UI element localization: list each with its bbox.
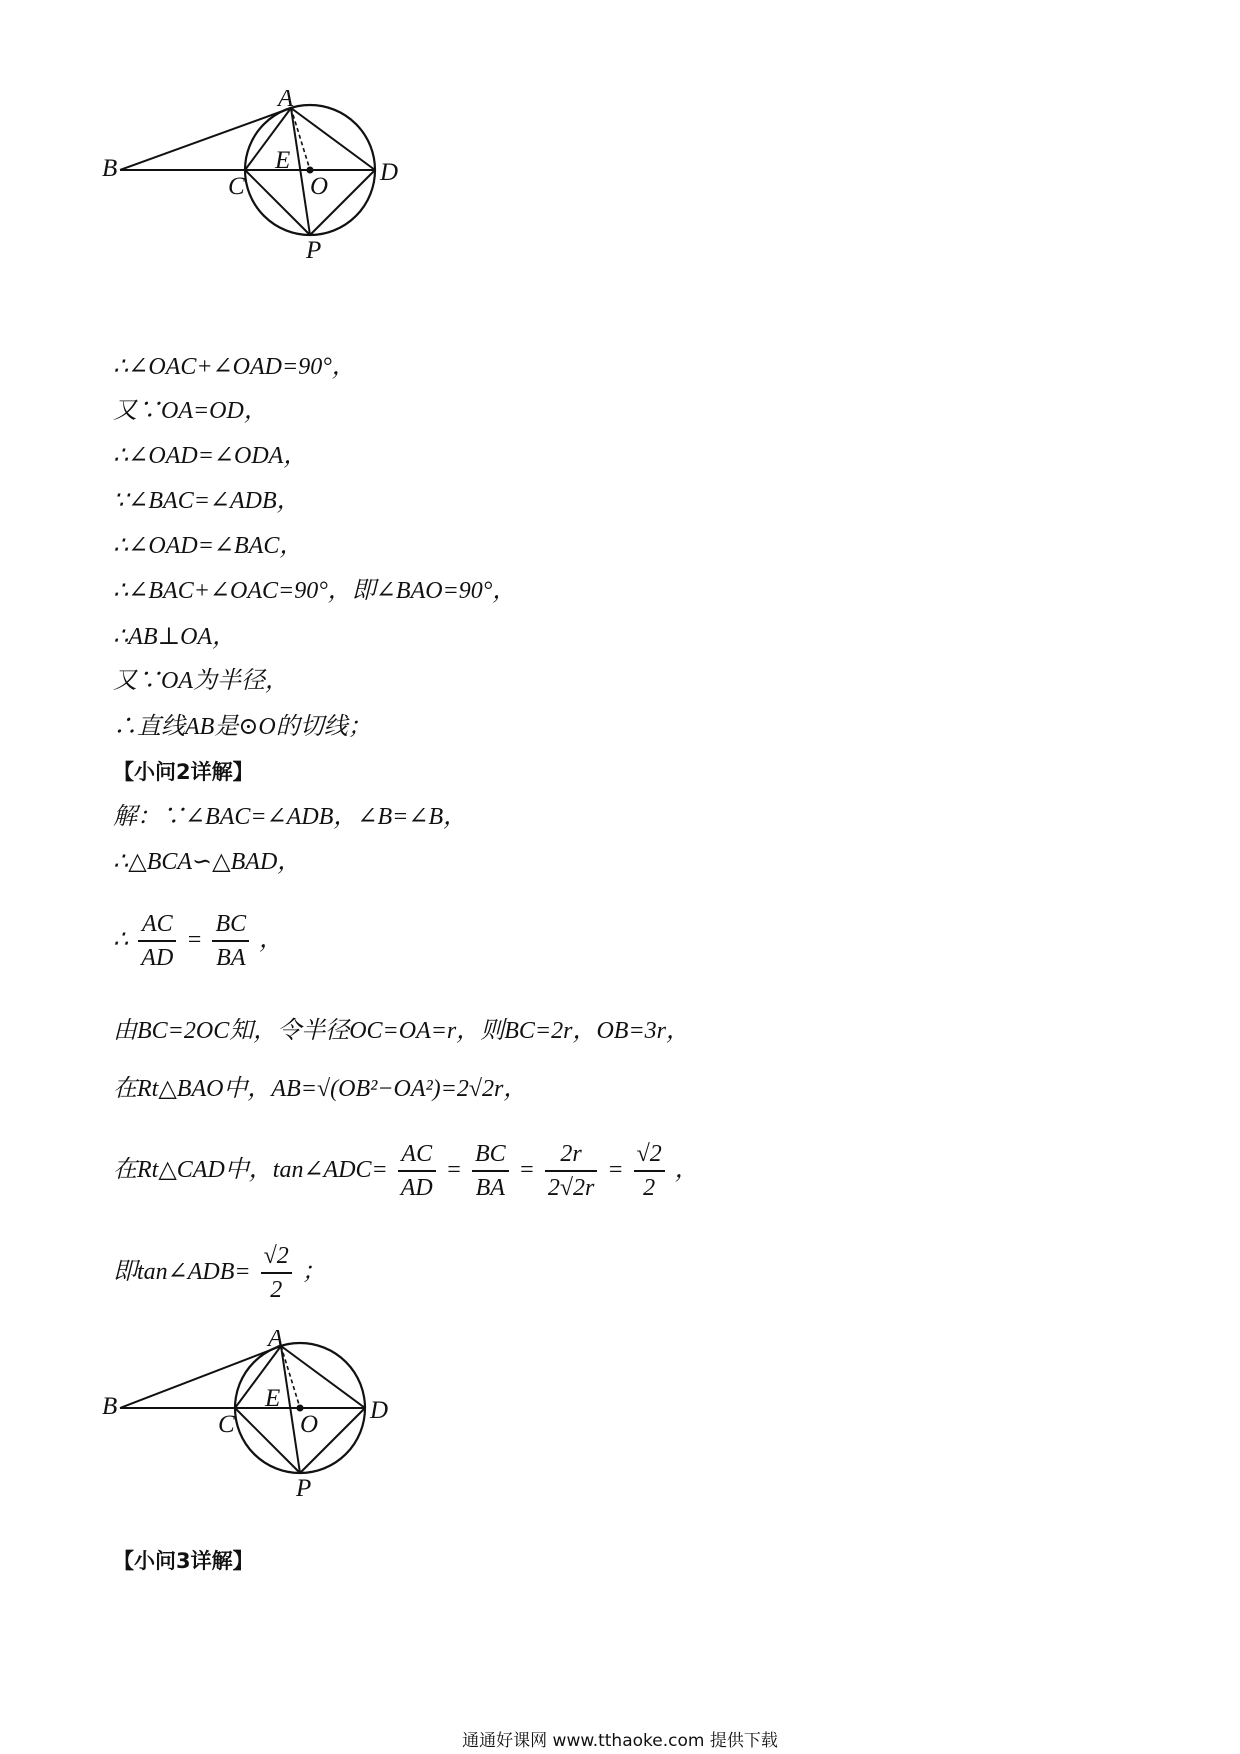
proof-line-2: 又∵OA=OD， (113, 398, 268, 424)
geometry-figure-1 (100, 90, 430, 300)
label-C: C (218, 1411, 235, 1438)
solution2-line-1: 解：∵∠BAC=∠ADB，∠B=∠B， (113, 804, 468, 830)
label-D: D (370, 1397, 389, 1424)
label-O: O (300, 1411, 319, 1438)
proof-line-7: ∴AB⊥OA， (113, 624, 237, 650)
proof-line-9: ∴直线AB是⊙O的切线； (113, 714, 372, 740)
section-3-heading: 【小问3详解】 (113, 1549, 254, 1573)
equals-sign: = (445, 1157, 462, 1183)
label-A: A (278, 90, 294, 112)
proof-line-1: ∴∠OAC+∠OAD=90°， (113, 354, 356, 380)
equals-sign: = (186, 927, 203, 953)
solution2-result-line (113, 1242, 326, 1304)
solution2-tan-line (113, 1140, 699, 1202)
semicolon: ； (301, 1259, 326, 1285)
page-footer: 通通好课网 www.tthaoke.com 提供下载 (462, 1731, 778, 1751)
therefore-symbol: ∴ (113, 927, 129, 953)
tan-prefix: 在Rt△CAD中，tan∠ADC= (113, 1157, 388, 1183)
comma: ， (259, 927, 284, 953)
proof-line-5: ∴∠OAD=∠BAC， (113, 533, 304, 559)
equals-sign: = (607, 1157, 624, 1183)
label-B: B (102, 1393, 118, 1420)
fraction-bc-ba-2: $\frac{BC}{BA}$ (472, 1140, 509, 1202)
label-D: D (380, 159, 399, 186)
proof-line-4: ∵∠BAC=∠ADB， (113, 488, 301, 514)
fraction-ac-ad-2: $\frac{AC}{AD}$ (398, 1140, 436, 1202)
proof-line-6: ∴∠BAC+∠OAC=90°，即∠BAO=90°， (113, 578, 517, 604)
fraction-2r: $\frac{2r}{2√2r}$ (545, 1140, 598, 1202)
proof-line-8: 又∵OA为半径， (113, 668, 289, 694)
label-A: A (268, 1330, 284, 1352)
section-2-heading: 【小问2详解】 (113, 760, 254, 784)
label-P: P (306, 237, 322, 264)
equals-sign: = (518, 1157, 535, 1183)
comma: ， (674, 1157, 699, 1183)
result-prefix: 即tan∠ADB= (113, 1259, 251, 1285)
solution2-line-5: 在Rt△BAO中，AB=√(OB²−OA²)=2√2r， (113, 1076, 528, 1102)
fraction-bc-ba: $\frac{BC}{BA}$ (212, 910, 249, 972)
label-B: B (102, 155, 118, 182)
geometry-figure-2 (100, 1330, 420, 1530)
fraction-sqrt2-over-2: $\frac{√2}{2}$ (634, 1140, 665, 1202)
solution2-line-2: ∴△BCA∽△BAD， (113, 849, 302, 875)
fraction-ac-ad: $\frac{AC}{AD}$ (138, 910, 176, 972)
solution2-ratio-line (113, 910, 283, 972)
label-E: E (275, 147, 291, 174)
solution2-line-4: 由BC=2OC知，令半径OC=OA=r，则BC=2r，OB=3r， (113, 1018, 690, 1044)
proof-line-3: ∴∠OAD=∠ODA， (113, 443, 308, 469)
label-C: C (228, 173, 245, 200)
fraction-result: $\frac{√2}{2}$ (261, 1242, 292, 1304)
label-E: E (265, 1385, 281, 1412)
label-O: O (310, 173, 329, 200)
label-P: P (296, 1475, 312, 1502)
